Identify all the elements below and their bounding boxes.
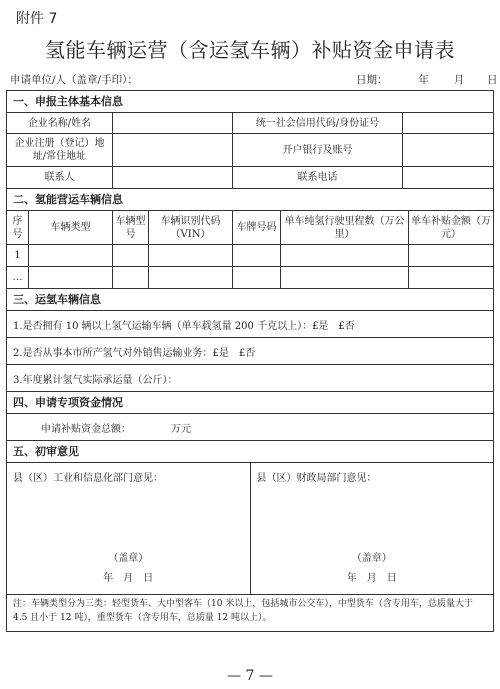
total-funds-unit: 万元 <box>171 423 191 435</box>
header-plate: 车牌号码 <box>233 211 281 244</box>
bank-label: 开户银行及账号 <box>233 134 403 166</box>
industry-date-label: 年 月 日 <box>103 573 154 584</box>
credit-code-field[interactable] <box>403 113 493 133</box>
contact-row <box>7 167 493 189</box>
footnote: 注：车辆类型分为三类：轻型货车、大中型客车（10 米以上，包括城市公交车），中型货车（含专用车，总质量大于 4.5 且小于 12 吨），重型货车（含专用车，总质量 12 吨以上）。 <box>13 599 473 623</box>
industry-opinion-box[interactable] <box>7 463 250 594</box>
phone-field[interactable] <box>403 167 493 188</box>
question-3: 3.年度累计氢气实际承运量（公斤）： <box>7 365 493 392</box>
finance-seal-label: （盖章） <box>351 553 392 564</box>
reg-address-label: 企业注册（登记）地址/常住地址 <box>7 134 113 166</box>
question-2: 2.是否从事本市所产氢气对外销售运输业务：£是 £否 <box>7 338 493 365</box>
date-label: 日期： <box>356 74 388 86</box>
row-cell[interactable] <box>29 245 113 266</box>
row-cell[interactable] <box>233 245 281 266</box>
row-cell[interactable] <box>409 267 493 288</box>
row-cell[interactable] <box>29 267 113 288</box>
company-name-field[interactable] <box>113 113 233 133</box>
reg-address-field[interactable] <box>113 134 233 166</box>
attachment-label: 附件 7 <box>16 11 58 27</box>
row-cell[interactable] <box>113 245 149 266</box>
date-year: 年 <box>418 74 429 86</box>
credit-code-label: 统一社会信用代码/身份证号 <box>233 113 403 133</box>
header-mileage: 单车纯氢行驶里程数（万公里） <box>281 211 409 244</box>
contact-label: 联系人 <box>7 167 113 188</box>
header-serial: 序号 <box>7 211 29 244</box>
question-1: 1.是否拥有 10 辆以上氢气运输车辆（单车载氢量 200 千克以上）：£是 £否 <box>7 311 493 338</box>
row-cell[interactable] <box>149 245 233 266</box>
company-name-label: 企业名称/姓名 <box>7 113 113 133</box>
industry-seal-label: （盖章） <box>108 553 149 564</box>
contact-field[interactable] <box>113 167 233 188</box>
header-subsidy: 单车补贴金额（万元） <box>411 215 491 240</box>
row-cell[interactable] <box>409 245 493 266</box>
header-vehicle-model: 车辆型号 <box>113 211 149 244</box>
vehicle-table-header <box>7 211 493 245</box>
section4-title: 四、申请专项资金情况 <box>7 392 493 414</box>
date-day: 日 <box>487 74 498 86</box>
header-vin: 车辆识别代码（VIN） <box>149 211 233 244</box>
date-line <box>356 72 498 87</box>
finance-opinion-label: 县（区）财政局部门意见： <box>256 473 377 484</box>
row-cell[interactable] <box>281 245 409 266</box>
opinions-area <box>7 463 493 595</box>
section1-title: 一、申报主体基本信息 <box>7 91 493 113</box>
row-cell[interactable] <box>281 267 409 288</box>
bank-field[interactable] <box>403 134 493 166</box>
total-funds-label: 申请补贴资金总额： <box>41 423 131 435</box>
row-serial: 1 <box>7 245 29 266</box>
phone-label: 联系电话 <box>233 167 403 188</box>
page-title: 氢能车辆运营（含运氢车辆）补贴资金申请表 <box>45 38 455 62</box>
total-funds-row <box>7 414 493 441</box>
section3-title: 三、运氢车辆信息 <box>7 289 493 311</box>
row-serial: … <box>7 267 29 288</box>
date-month: 月 <box>453 74 465 86</box>
page-number: — 7 — <box>227 668 273 684</box>
company-row <box>7 113 493 134</box>
table-row <box>7 245 493 267</box>
applicant-label: 申请单位/人（盖章/手印）： <box>10 74 138 86</box>
address-row <box>7 134 493 167</box>
table-row <box>7 267 493 289</box>
section5-title: 五、初审意见 <box>7 441 493 463</box>
finance-opinion-box[interactable] <box>250 463 494 594</box>
application-form <box>6 90 494 632</box>
row-cell[interactable] <box>113 267 149 288</box>
row-cell[interactable] <box>149 267 233 288</box>
industry-opinion-label: 县（区）工业和信息化部门意见： <box>13 473 163 484</box>
section2-title: 二、氢能营运车辆信息 <box>7 189 493 211</box>
finance-date-label: 年 月 日 <box>346 573 397 584</box>
header-vehicle-type: 车辆类型 <box>29 211 113 244</box>
row-cell[interactable] <box>233 267 281 288</box>
